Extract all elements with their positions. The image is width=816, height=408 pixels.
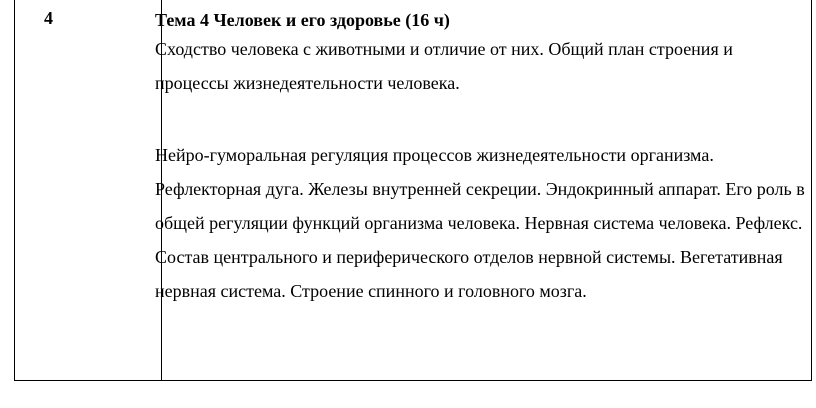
paragraph-regulation: Нейро-гуморальная регуляция процессов жизнедеятельности организма. Рефлекторная дуга. Железы внутренней секреции. Эндокринный аппарат. Его роль в общей регуляции функций организма человека. Нервная система человека. Рефлекс. Состав центрального и периферического отделов нервной системы. Вегетативная нервная система. Строение спинного и головного мозга.: [155, 145, 805, 301]
row-number: 4: [44, 8, 53, 28]
paragraph-similarity: Сходство человека с животными и отличие от них. Общий план строения и процессы жизнедеятельности человека.: [155, 39, 733, 93]
content-cell: [155, 8, 805, 308]
topic-title: Тема 4 Человек и его здоровье (16 ч): [155, 10, 450, 30]
